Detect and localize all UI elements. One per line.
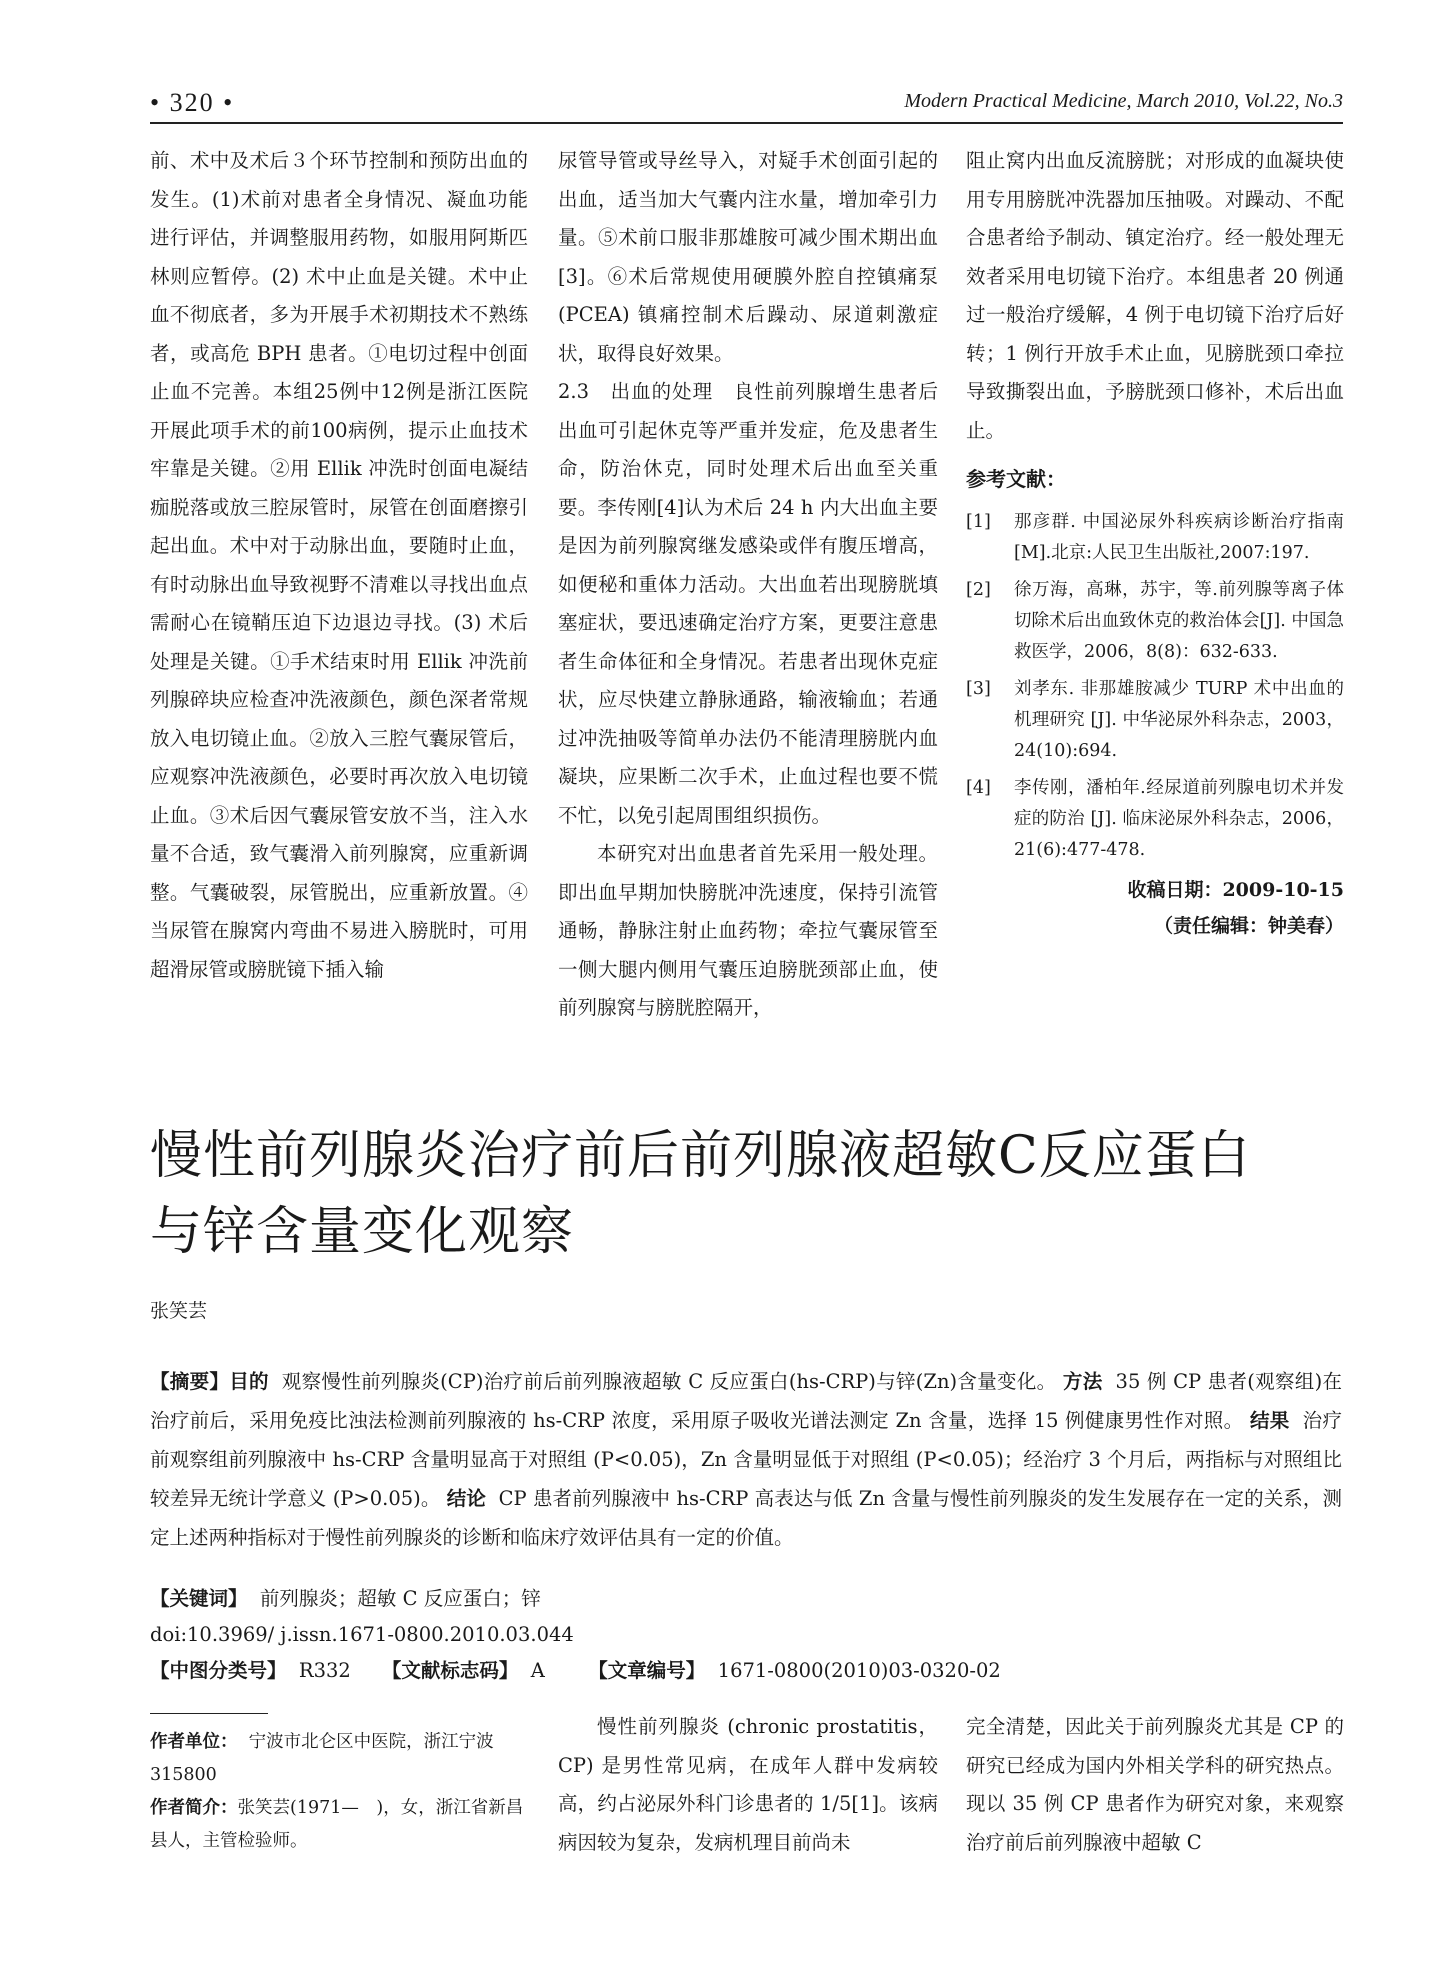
intro-column-2 [558, 1708, 938, 1868]
abstract-aim: 观察慢性前列腺炎(CP)治疗前后前列腺液超敏 C 反应蛋白(hs-CRP)与锌(Zn)含量变化。 [281, 1370, 1057, 1393]
reference-item: [4] 李传刚，潘柏年.经尿道前列腺电切术并发症的防治 [J]. 临床泌尿外科杂志，2006，21(6):477-478. [966, 777, 1344, 860]
affiliation: 宁波市北仑区中医院，浙江宁波 315800 [150, 1732, 494, 1785]
conclusion-label: 结论 [446, 1487, 486, 1510]
author-bio: 张笑芸(1971— )，女，浙江省新昌县人，主管检验师。 [150, 1798, 524, 1851]
abstract-results: 治疗前观察组前列腺液中 hs-CRP 含量明显高于对照组 (P<0.05)，Zn 含量明显低于对照组 (P<0.05)；经治疗 3 个月后，两指标与对照组比较差异无统计学意义 (P>0.05)。 [150, 1409, 1342, 1510]
abstract-methods: 35 例 CP 患者(观察组)在治疗前后，采用免疫比浊法检测前列腺液的 hs-CRP 浓度，采用原子吸收光谱法测定 Zn 含量，选择 15 例健康男性作对照。 [150, 1370, 1342, 1432]
clc-value: R332 [298, 1659, 351, 1682]
header-rule [150, 122, 1343, 124]
keywords-label: 【关键词】 [150, 1587, 248, 1610]
section-2-3: 2.3 出血的处理 良性前列腺增生患者后出血可引起休克等严重并发症，危及患者生命，防治休克，同时处理术后出血至关重要。李传刚[4]认为术后 24 h 内大出血主要是因为前列腺窝继发感染或伴有腹压增高，如便秘和重体力活动。大出血若出现膀胱填塞症状，要迅速确定治疗方案，更要注意患者生命体征和全身情况。若患者出现休克症状，应尽快建立静脉通路，输液输血；若通过冲洗抽吸等简单办法仍不能清理膀胱内血凝块，应果断二次手术，止血过程也要不慌不忙，以免引起周围组织损伤。 [558, 380, 938, 827]
abstract-conclusion: CP 患者前列腺液中 hs-CRP 高表达与低 Zn 含量与慢性前列腺炎的发生发展存在一定的关系，测定上述两种指标对于慢性前列腺炎的诊断和临床疗效评估具有一定的价值。 [150, 1487, 1342, 1549]
received-date: 收稿日期：2009-10-15 [1127, 878, 1344, 901]
affiliation-label: 作者单位： [150, 1732, 238, 1752]
abstract [150, 1362, 1342, 1557]
prev-article-column-1 [150, 142, 528, 981]
paragraph: 慢性前列腺炎 (chronic prostatitis，CP) 是男性常见病，在成年人群中发病较高，约占泌尿外科门诊患者的 1/5[1]。该病病因较为复杂，发病机理目前尚未 [558, 1715, 938, 1854]
paragraph: 本研究对出血患者首先采用一般处理。即出血早期加快膀胱冲洗速度，保持引流管通畅，静脉注射止血药物；牵拉气囊尿管至一侧大腿内侧用气囊压迫膀胱颈部止血，使前列腺窝与膀胱腔隔开， [558, 842, 938, 1019]
intro-column-3 [966, 1708, 1344, 1868]
references-heading: 参考文献： [966, 467, 1066, 491]
classification-line [150, 1656, 1001, 1686]
doc-code-label: 【文献标志码】 [381, 1659, 519, 1682]
paragraph: 前、术中及术后３个环节控制和预防出血的发生。(1)术前对患者全身情况、凝血功能进行评估，并调整服用药物，如服用阿斯匹林则应暂停。(2) 术中止血是关键。术中止血不彻底者，多为开展手术初期技术不熟练者，或高危 BPH 患者。①电切过程中创面止血不完善。本组25例中12例是浙江医院开展此项手术的前100病例，提示止血技术牢靠是关键。②用 Ellik 冲洗时创面电凝结痂脱落或放三腔尿管时，尿管在创面磨擦引起出血。术中对于动脉出血，要随时止血，有时动脉出血导致视野不清难以寻找出血点需耐心在镜鞘压迫下边退边寻找。(3) 术后处理是关键。①手术结束时用 Ellik 冲洗前列腺碎块应检查冲洗液颜色，颜色深者常规放入电切镜止血。②放入三腔气囊尿管后，应观察冲洗液颜色，必要时再次放入电切镜止血。③术后因气囊尿管安放不当，注入水量不合适，致气囊滑入前列腺窝，应重新调整。气囊破裂，尿管脱出，应重新放置。④当尿管在腺窝内弯曲不易进入膀胱时，可用超滑尿管或膀胱镜下插入输 [150, 149, 528, 981]
footnote-rule [150, 1713, 268, 1714]
clc-label: 【中图分类号】 [150, 1659, 287, 1682]
bio-label: 作者简介： [150, 1798, 238, 1818]
reference-item: [2] 徐万海，高琳，苏宇，等.前列腺等离子体切除术后出血致休克的救治体会[J]. 中国急救医学，2006，8(8)：632-633. [966, 579, 1344, 662]
reference-item: [3] 刘孝东. 非那雄胺减少 TURP 术中出血的机理研究 [J]. 中华泌尿外科杂志，2003，24(10):694. [966, 678, 1344, 761]
prev-article-column-3 [966, 142, 1344, 937]
responsible-editor: （责任编辑：钟美春） [1153, 914, 1344, 937]
article-title [150, 1118, 1300, 1270]
paragraph: 尿管导管或导丝导入，对疑手术创面引起的出血，适当加大气囊内注水量，增加牵引力量。⑤术前口服非那雄胺可减少围术期出血[3]。⑥术后常规使用硬膜外腔自控镇痛泵 (PCEA) 镇痛控制术后躁动、尿道刺激症状，取得良好效果。 [558, 149, 938, 365]
results-label: 结果 [1249, 1409, 1290, 1432]
article-no-label: 【文章编号】 [588, 1659, 706, 1682]
title-line-2: 与锌含量变化观察 [150, 1202, 575, 1262]
abstract-label: 【摘要】目的 [150, 1370, 269, 1393]
doi-line: doi:10.3969/ j.issn.1671-0800.2010.03.044 [150, 1623, 574, 1646]
keywords: 前列腺炎；超敏 C 反应蛋白；锌 [259, 1587, 541, 1610]
page-number: • 320 • [150, 88, 235, 117]
paragraph: 完全清楚，因此关于前列腺炎尤其是 CP 的研究已经成为国内外相关学科的研究热点。现以 35 例 CP 患者作为研究对象，来观察治疗前后前列腺液中超敏 C [966, 1715, 1344, 1854]
keywords-line [150, 1584, 541, 1614]
article-no-value: 1671-0800(2010)03-0320-02 [717, 1659, 1001, 1682]
paragraph: 阻止窝内出血反流膀胱；对形成的血凝块使用专用膀胱冲洗器加压抽吸。对躁动、不配合患者给予制动、镇定治疗。经一般处理无效者采用电切镜下治疗。本组患者 20 例通过一般治疗缓解，4 例于电切镜下治疗后好转；1 例行开放手术止血，见膀胱颈口牵拉导致撕裂出血，予膀胱颈口修补，术后出血止。 [966, 149, 1344, 442]
reference-item: [1] 那彦群. 中国泌尿外科疾病诊断治疗指南[M].北京:人民卫生出版社,2007:197. [966, 511, 1344, 563]
methods-label: 方法 [1062, 1370, 1103, 1393]
title-line-1: 慢性前列腺炎治疗前后前列腺液超敏C反应蛋白 [150, 1126, 1251, 1186]
author-name: 张笑芸 [150, 1300, 208, 1322]
doc-code-value: A [530, 1659, 545, 1682]
author-footnote [150, 1726, 528, 1858]
prev-article-column-2 [558, 142, 938, 1019]
journal-running-head: Modern Practical Medicine, March 2010, Vol.22, No.3 [904, 90, 1343, 112]
